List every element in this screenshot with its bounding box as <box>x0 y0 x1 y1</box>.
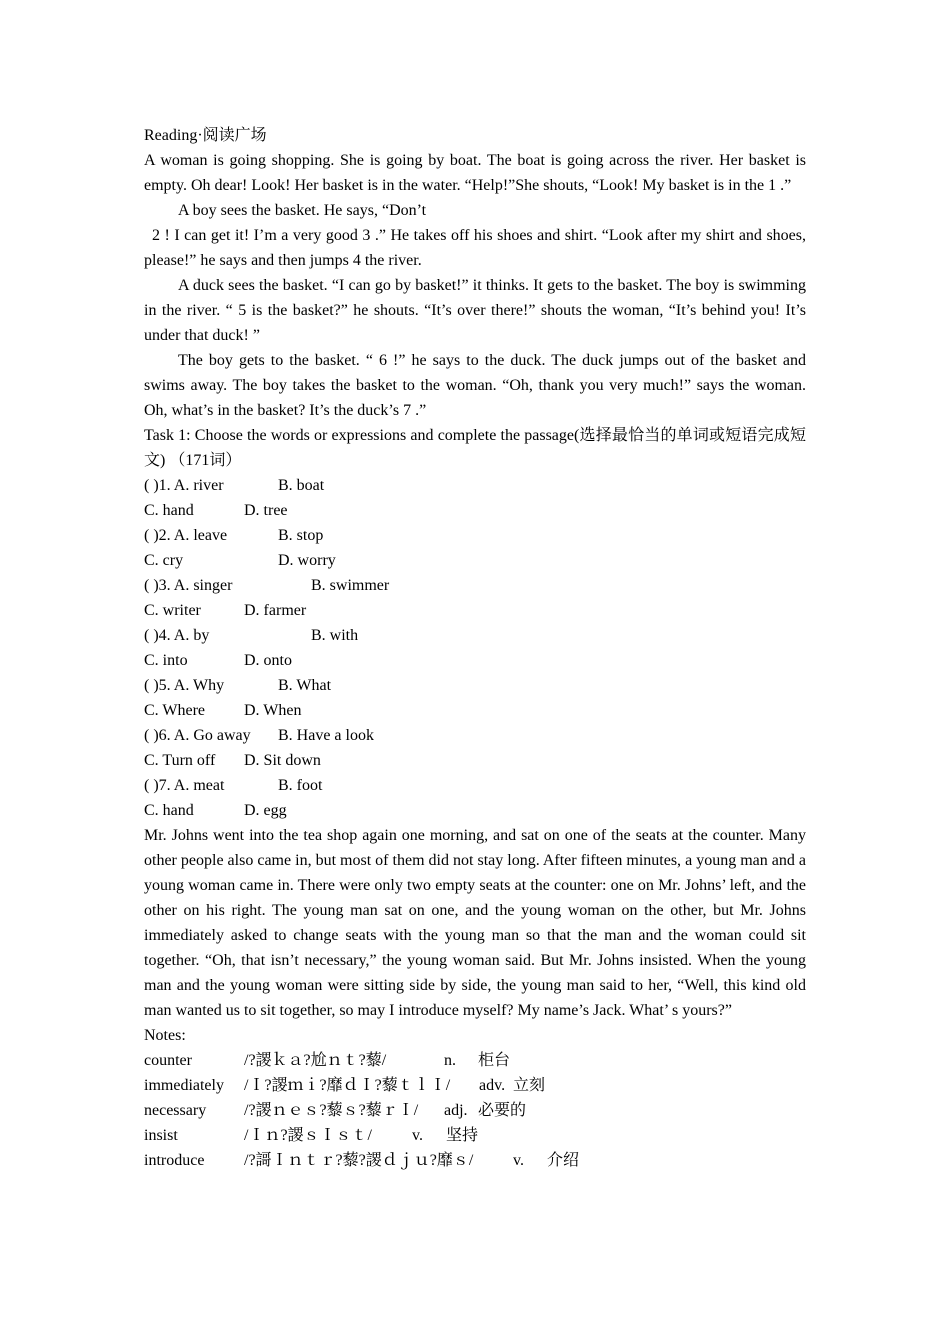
question-4-option-c: C. into <box>144 652 188 669</box>
note-row <box>144 1048 806 1073</box>
passage1-paragraph-1: A woman is going shopping. She is going by boat. The boat is going across the river. Her basket is empty. Oh dear! Look! Her basket is in the water. “Help!”She shouts, “Look! My basket is in the 1 .” <box>144 152 806 194</box>
note-meaning: 必要的 <box>478 1102 527 1119</box>
question-3-option-d: D. farmer <box>244 602 307 619</box>
note-meaning: 柜台 <box>478 1052 511 1069</box>
question-1-option-a: ( )1. A. river <box>144 477 224 494</box>
question-3-option-c: C. writer <box>144 602 201 619</box>
document-page <box>144 123 806 1173</box>
question-5-option-a: ( )5. A. Why <box>144 677 225 694</box>
question-1-option-d: D. tree <box>244 502 288 519</box>
section-heading: Reading·阅读广场 <box>144 127 267 144</box>
note-word: immediately <box>144 1077 224 1094</box>
note-row <box>144 1123 806 1148</box>
question-4-option-d: D. onto <box>244 652 292 669</box>
question-2-row-cd <box>144 548 806 573</box>
note-phonetic: /?謖ｋａ?尬ｎｔ?藜/ <box>244 1052 387 1069</box>
question-6-option-d: D. Sit down <box>244 752 321 769</box>
question-7-option-b: B. foot <box>278 777 323 794</box>
notes-list <box>144 1048 806 1173</box>
note-meaning: 立刻 <box>513 1077 546 1094</box>
passage2-paragraph: Mr. Johns went into the tea shop again one morning, and sat on one of the seats at the counter. Many other people also came in, but most of them did not stay long. After fifteen minutes, a young man and a young woman came in. There were only two empty seats at the counter: one on Mr. Johns’ left, and the other on his right. The young man sat on one, and the young woman on the other, but Mr. Johns immediately asked to change seats with the young man so that the man and the woman could sit together. “Oh, that isn’t necessary,” the young woman said. But Mr. Johns insisted. When the young man and the young woman were sitting side by side, the young man said to her, “Well, this kind old man wanted us to sit together, so may I introduce myself? My name’s Jack. What’ s yours?” <box>144 827 806 1019</box>
note-meaning: 坚持 <box>446 1127 479 1144</box>
passage1-paragraph-2a: A boy sees the basket. He says, “Don’t <box>178 202 427 219</box>
question-3-option-b: B. swimmer <box>311 577 390 594</box>
question-7-row-cd <box>144 798 806 823</box>
question-2-option-b: B. stop <box>278 527 324 544</box>
note-word: counter <box>144 1052 192 1069</box>
note-phonetic: /?謖ｎｅｓ?藜ｓ?藜ｒＩ/ <box>244 1102 419 1119</box>
question-3-row-ab <box>144 573 806 598</box>
question-7-option-c: C. hand <box>144 802 194 819</box>
note-part-of-speech: v. <box>412 1127 423 1144</box>
question-5-option-b: B. What <box>278 677 332 694</box>
question-1-option-b: B. boat <box>278 477 325 494</box>
question-list <box>144 473 806 823</box>
question-2-option-a: ( )2. A. leave <box>144 527 228 544</box>
notes-label: Notes: <box>144 1027 186 1044</box>
question-4-row-cd <box>144 648 806 673</box>
question-7-option-a: ( )7. A. meat <box>144 777 225 794</box>
note-row <box>144 1073 806 1098</box>
question-7-row-ab <box>144 773 806 798</box>
note-phonetic: /Ｉ?謖ｍｉ?靡ｄＩ?藜ｔｌＩ/ <box>244 1077 451 1094</box>
passage1-paragraph-3: A duck sees the basket. “I can go by basket!” it thinks. It gets to the basket. The boy is swimming in the river. “ 5 is the basket?” he shouts. “It’s over there!” shouts the woman, “It’s behind you! It’s under that duck! ” <box>144 277 806 344</box>
passage1-paragraph-2b: 2 ! I can get it! I’m a very good 3 .” He takes off his shoes and shirt. “Look after my shirt and shoes, please!” he says and then jumps 4 the river. <box>144 227 806 269</box>
note-part-of-speech: adv. <box>479 1077 506 1094</box>
question-6-option-c: C. Turn off <box>144 752 216 769</box>
question-2-option-c: C. cry <box>144 552 184 569</box>
note-part-of-speech: n. <box>444 1052 456 1069</box>
question-4-row-ab <box>144 623 806 648</box>
question-5-option-c: C. Where <box>144 702 206 719</box>
question-4-option-b: B. with <box>311 627 359 644</box>
note-row <box>144 1098 806 1123</box>
note-phonetic: /Ｉｎ?謖ｓＩｓｔ/ <box>244 1127 372 1144</box>
note-word: introduce <box>144 1152 205 1169</box>
note-part-of-speech: v. <box>513 1152 524 1169</box>
note-phonetic: /?謌Ｉｎｔｒ?藜?謖ｄｊｕ?靡ｓ/ <box>244 1152 474 1169</box>
question-1-row-cd <box>144 498 806 523</box>
question-2-option-d: D. worry <box>278 552 336 569</box>
question-2-row-ab <box>144 523 806 548</box>
task-instruction: Task 1: Choose the words or expressions and complete the passage(选择最恰当的单词或短语完成短文) （171词） <box>144 427 806 469</box>
passage1-paragraph-4: The boy gets to the basket. “ 6 !” he says to the duck. The duck jumps out of the basket and swims away. The boy takes the basket to the woman. “Oh, thank you very much!” says the woman. Oh, what’s in the basket? It’s the duck’s 7 .” <box>144 352 806 419</box>
question-6-option-a: ( )6. A. Go away <box>144 727 251 744</box>
question-5-row-cd <box>144 698 806 723</box>
question-4-option-a: ( )4. A. by <box>144 627 210 644</box>
note-part-of-speech: adj. <box>444 1102 468 1119</box>
question-1-option-c: C. hand <box>144 502 194 519</box>
note-word: insist <box>144 1127 178 1144</box>
question-5-row-ab <box>144 673 806 698</box>
note-row <box>144 1148 806 1173</box>
question-6-row-cd <box>144 748 806 773</box>
question-6-row-ab <box>144 723 806 748</box>
question-3-option-a: ( )3. A. singer <box>144 577 233 594</box>
question-6-option-b: B. Have a look <box>278 727 374 744</box>
note-meaning: 介绍 <box>547 1152 580 1169</box>
question-7-option-d: D. egg <box>244 802 287 819</box>
note-word: necessary <box>144 1102 207 1119</box>
question-3-row-cd <box>144 598 806 623</box>
question-5-option-d: D. When <box>244 702 302 719</box>
question-1-row-ab <box>144 473 806 498</box>
